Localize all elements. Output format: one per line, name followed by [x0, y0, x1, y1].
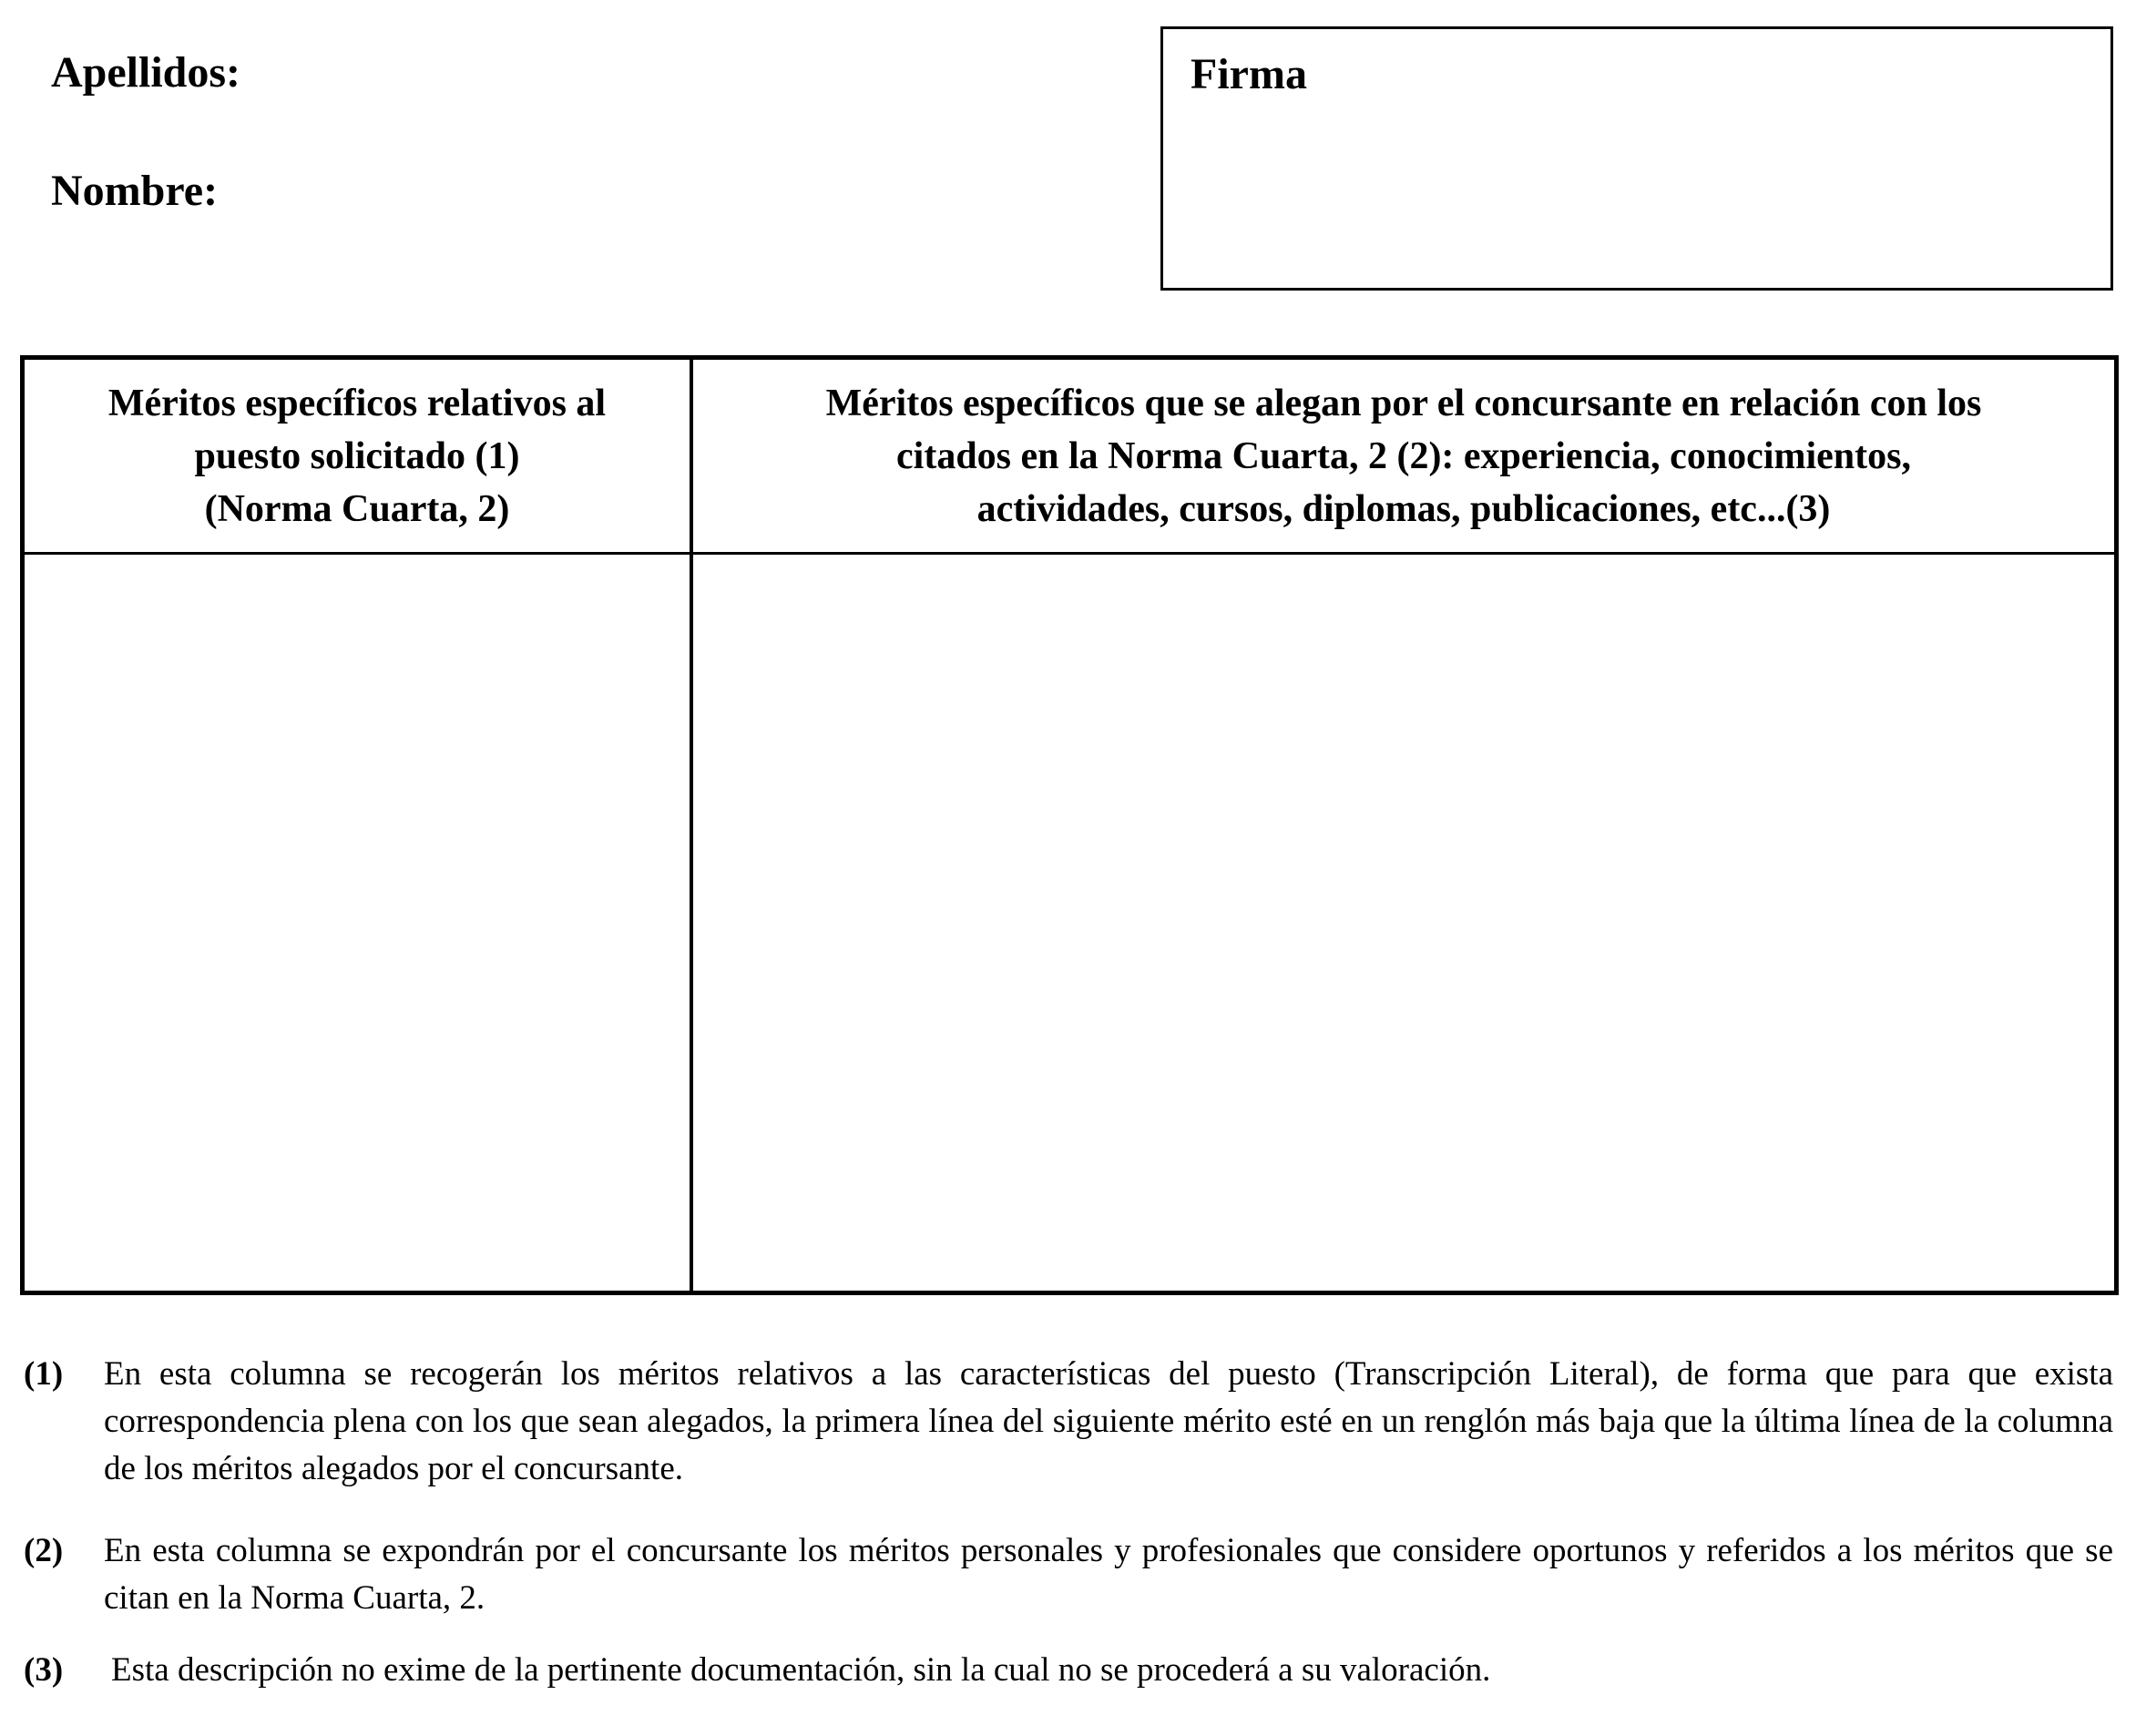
footnote-number: (1): [24, 1355, 64, 1393]
signature-box[interactable]: [1160, 26, 2113, 291]
footnote: [24, 1527, 2113, 1628]
footnote-text: En esta columna se expondrán por el concursante los méritos personales y profesionales que considere oportunos y referidos a los méritos que se citan en la Norma Cuarta, 2.: [104, 1532, 2113, 1617]
footnote: [24, 1647, 2113, 1701]
nombre-label: Nombre:: [51, 167, 219, 215]
header-line: citados en la Norma Cuarta, 2 (2): experiencia, conocimientos,: [896, 434, 1911, 477]
header-line: puesto solicitado (1): [194, 434, 520, 477]
footnote-text: Esta descripción no exime de la pertinente documentación, sin la cual no se procederá a su valoración.: [111, 1651, 1491, 1689]
requested-merits-cell[interactable]: [25, 555, 690, 1291]
footnote-number: (2): [24, 1532, 64, 1569]
footnote-text: En esta columna se recogerán los méritos relativos a las características del puesto (Transcripción Literal), de forma que para que exista correspondencia plena con los que sean alegados, la primera línea del siguiente mérito esté en un renglón más baja que la última línea de la columna de los méritos alegados por el concursante.: [104, 1355, 2113, 1487]
merits-table: [20, 355, 2119, 1295]
signature-label: Firma: [1191, 50, 1307, 98]
header-line: Méritos específicos que se alegan por el concursante en relación con los: [825, 382, 1982, 424]
apellidos-label: Apellidos:: [51, 48, 241, 97]
footnote-number: (3): [24, 1651, 64, 1689]
table-header-alleged-merits: [693, 360, 2114, 552]
table-header-requested-merits: [25, 360, 690, 552]
header-line: actividades, cursos, diplomas, publicaciones, etc...(3): [976, 487, 1831, 530]
header-line: Méritos específicos relativos al: [107, 382, 607, 424]
footnote: [24, 1351, 2113, 1496]
alleged-merits-cell[interactable]: [693, 555, 2114, 1291]
header-line: (Norma Cuarta, 2): [204, 487, 510, 530]
